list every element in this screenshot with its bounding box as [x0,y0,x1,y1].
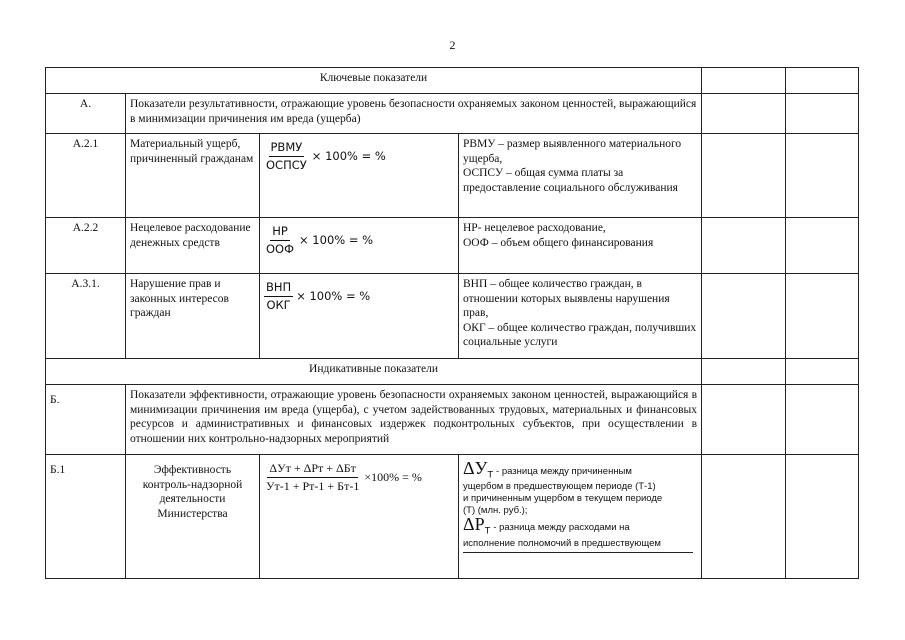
formula [264,224,373,256]
delta-r-symbol: ΔР [463,514,485,535]
formula-suffix: × 100% = % [296,288,371,303]
empty-cell [786,218,859,274]
empty-cell [702,134,786,218]
empty-cell [702,218,786,274]
empty-cell [786,68,859,94]
formula [264,280,370,312]
delta-r-subscript: Т [484,525,491,537]
desc-text: - разница между причиненным [496,466,632,477]
empty-cell [786,134,859,218]
empty-cell [702,274,786,359]
formula-denominator: ООФ [266,241,295,256]
section-b-code: Б. [46,385,126,455]
section-b-row [46,385,859,455]
row-description: ВНП – общее количество граждан, в отношении которых выявлены нарушения прав, ОКГ – общее количество граждан, получивших социальные услуги [459,274,702,359]
table-row [46,134,859,218]
row-code: А.2.2 [46,218,126,274]
row-name: Нарушение прав и законных интересов граждан [126,274,260,359]
empty-cell [786,94,859,134]
row-name: Эффективность контроль-надзорной деятельности Министерства [126,455,260,579]
row-description [459,455,702,579]
key-indicators-header-row [46,68,859,94]
row-description: РВМУ – размер выявленного материального ущерба, ОСПСУ – общая сумма платы за предоставление социального обслуживания [459,134,702,218]
empty-cell [702,94,786,134]
section-a-text: Показатели результативности, отражающие уровень безопасности охраняемых законом ценностей, выражающийся в минимизации причинения им вреда (ущерба) [126,94,702,134]
empty-cell [702,68,786,94]
table-row [46,455,859,579]
row-description: НР- нецелевое расходование, ООФ – объем общего финансирования [459,218,702,274]
desc-text: - разница между расходами на [493,522,630,534]
desc-text: исполнение полномочий в предшествующем [463,537,661,549]
desc-text: (Т) (млн. руб.); [463,505,528,517]
row-code: А.3.1. [46,274,126,359]
empty-cell [786,359,859,385]
formula-numerator: ΔУт + ΔРт + ΔБт [267,461,357,478]
formula-numerator: РВМУ [269,140,305,157]
formula [264,461,422,493]
formula-suffix: ×100% = % [364,469,422,484]
underline-divider [463,552,693,553]
formula-denominator: Ут-1 + Рт-1 + Бт-1 [266,478,360,493]
formula-denominator: ОСПСУ [266,157,307,172]
empty-cell [786,274,859,359]
empty-cell [702,359,786,385]
formula-cell [260,218,459,274]
row-code: Б.1 [46,455,126,579]
page-number: 2 [449,38,456,52]
formula-cell [260,274,459,359]
row-code: А.2.1 [46,134,126,218]
section-a-row [46,94,859,134]
formula-numerator: ВНП [264,280,293,297]
empty-cell [786,455,859,579]
table-row [46,274,859,359]
indicators-table [45,67,859,579]
formula-suffix: × 100% = % [299,232,374,247]
formula-numerator: НР [270,224,290,241]
delta-u-symbol: ΔУ [463,458,488,478]
formula-suffix: × 100% = % [311,148,386,163]
row-name: Материальный ущерб, причиненный гражданам [126,134,260,218]
key-indicators-header: Ключевые показатели [46,68,702,94]
empty-cell [702,455,786,579]
desc-text: ущербом в предшествующем периоде (Т-1) [463,481,656,493]
formula-cell [260,455,459,579]
indicative-indicators-header: Индикативные показатели [46,359,702,385]
section-a-code: А. [46,94,126,134]
formula [264,140,386,172]
row-name: Нецелевое расходование денежных средств [126,218,260,274]
section-b-text: Показатели эффективности, отражающие уровень безопасности охраняемых законом ценностей, выражающийся в минимизации причинения им вреда (ущерба), с учетом задействованных трудовых, материальных и финансовых ресурсов и административных и финансовых издержек подконтрольных субъектов, при осуществлении в отношении них контрольно-надзорных мероприятий [126,385,702,455]
empty-cell [786,385,859,455]
formula-cell [260,134,459,218]
desc-text: и причиненным ущербом в текущем периоде [463,493,663,505]
empty-cell [702,385,786,455]
formula-denominator: ОКГ [266,297,291,312]
delta-u-subscript: Т [487,469,494,481]
table-row [46,218,859,274]
indicative-indicators-header-row [46,359,859,385]
